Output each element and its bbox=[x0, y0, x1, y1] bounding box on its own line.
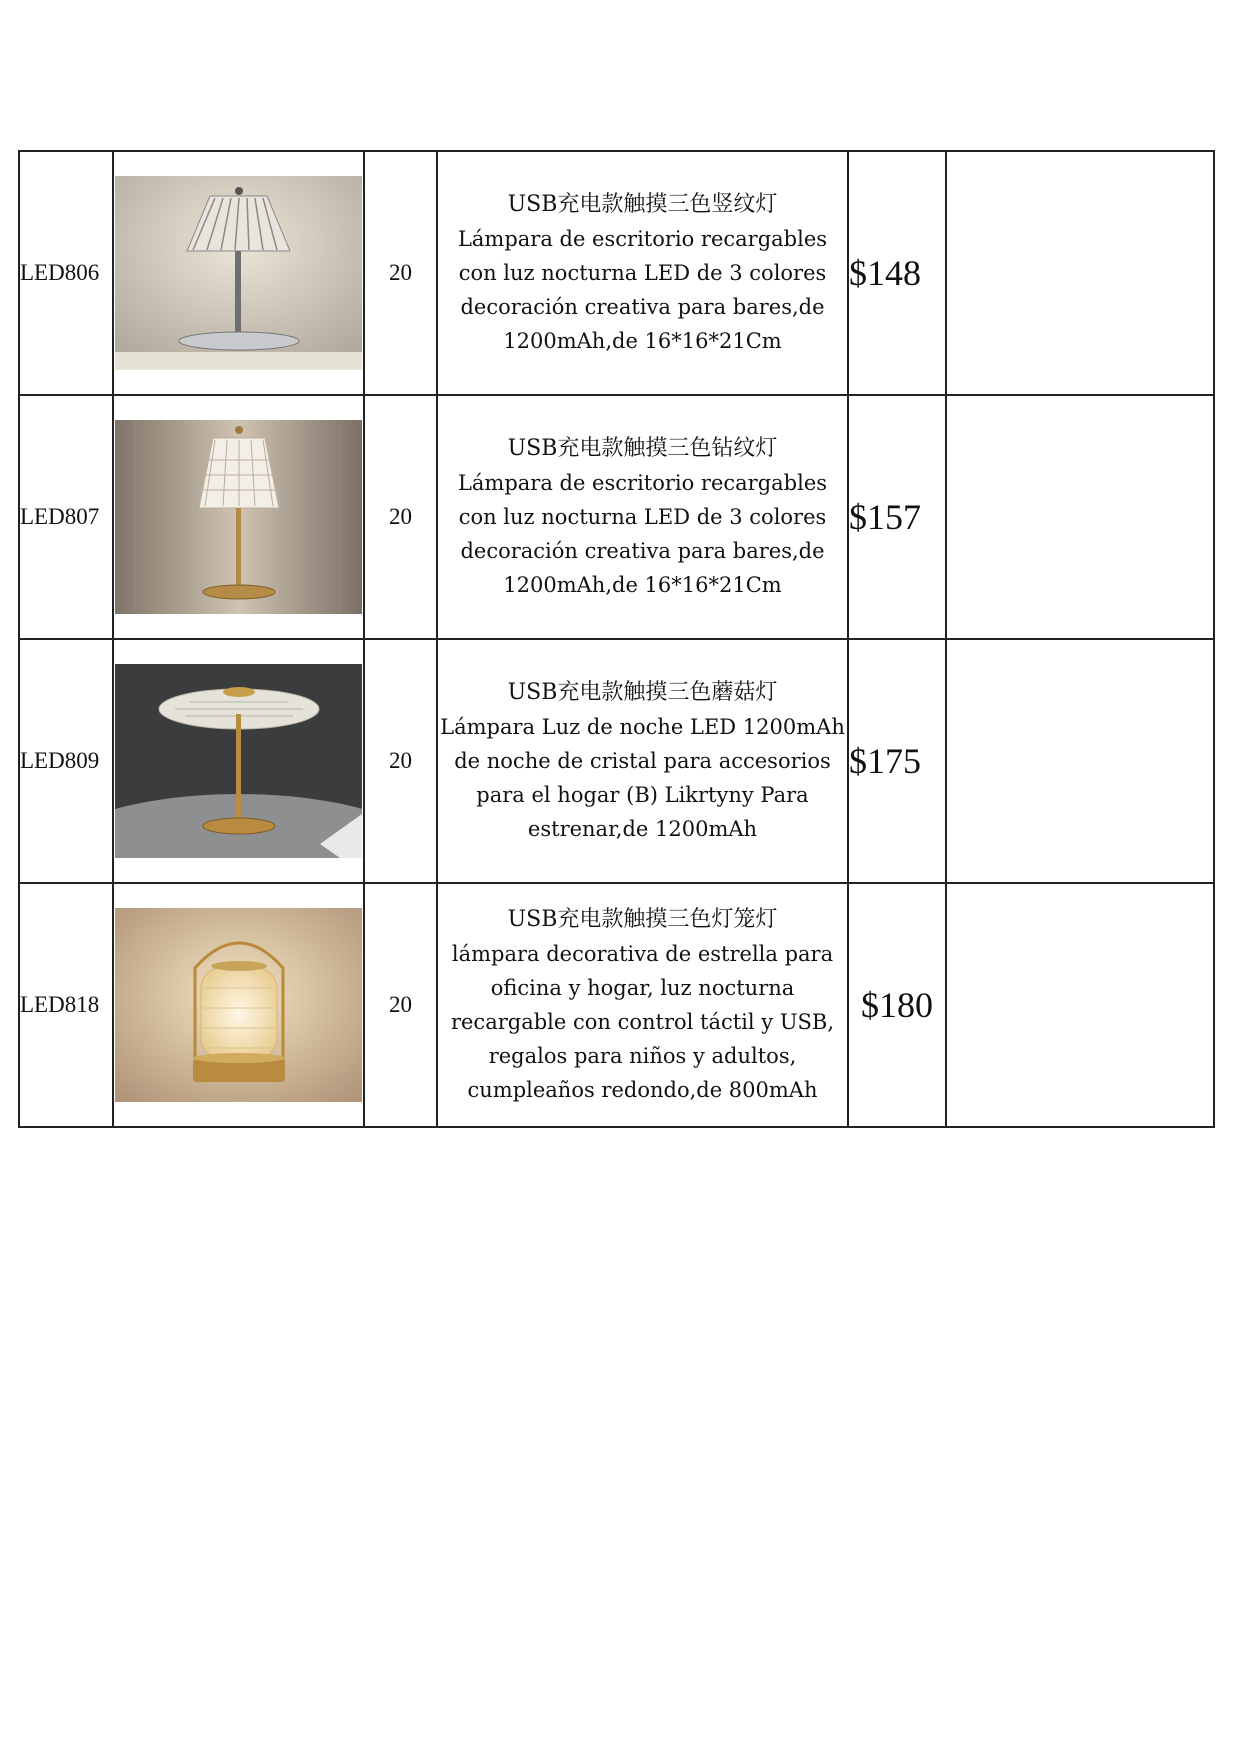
product-image-cell bbox=[113, 883, 364, 1127]
table-row bbox=[19, 639, 1214, 883]
note-cell bbox=[946, 639, 1214, 883]
product-description: Lámpara Luz de noche LED 1200mAh de noche de cristal para accesorios para el hogar (B) Likrtyny Para estrenar,de 1200mAh bbox=[440, 715, 845, 841]
quantity: 20 bbox=[364, 395, 437, 639]
price: $180 bbox=[848, 883, 946, 1127]
table-row bbox=[19, 395, 1214, 639]
lantern-table-lamp-photo bbox=[115, 908, 362, 1102]
product-code: LED809 bbox=[19, 639, 113, 883]
product-description: Lámpara de escritorio recargables con luz nocturna LED de 3 colores decoración creativa para bares,de 1200mAh,de 16*16*21Cm bbox=[457, 227, 828, 353]
quantity: 20 bbox=[364, 151, 437, 395]
product-title: USB充电款触摸三色钻纹灯 bbox=[507, 436, 778, 461]
product-image-cell bbox=[113, 639, 364, 883]
product-code: LED818 bbox=[19, 883, 113, 1127]
product-code: LED806 bbox=[19, 151, 113, 395]
mushroom-table-lamp-photo bbox=[115, 664, 362, 858]
note-cell bbox=[946, 883, 1214, 1127]
striped-shade-table-lamp-photo bbox=[115, 176, 362, 370]
table-row bbox=[19, 151, 1214, 395]
description-cell bbox=[437, 639, 848, 883]
product-description: lámpara decorativa de estrella para oficina y hogar, luz nocturna recargable con control táctil y USB, regalos para niños y adultos, cumpleaños redondo,de 800mAh bbox=[450, 942, 835, 1102]
product-image-cell bbox=[113, 395, 364, 639]
product-title: USB充电款触摸三色蘑菇灯 bbox=[507, 680, 778, 705]
note-cell bbox=[946, 151, 1214, 395]
note-cell bbox=[946, 395, 1214, 639]
quantity: 20 bbox=[364, 883, 437, 1127]
product-description: Lámpara de escritorio recargables con luz nocturna LED de 3 colores decoración creativa para bares,de 1200mAh,de 16*16*21Cm bbox=[457, 471, 828, 597]
price: $175 bbox=[848, 639, 946, 883]
product-image-cell bbox=[113, 151, 364, 395]
price: $157 bbox=[848, 395, 946, 639]
description-cell bbox=[437, 151, 848, 395]
product-title: USB充电款触摸三色竖纹灯 bbox=[507, 192, 778, 217]
description-cell bbox=[437, 883, 848, 1127]
table-row bbox=[19, 883, 1214, 1127]
diamond-pattern-table-lamp-photo bbox=[115, 420, 362, 614]
product-code: LED807 bbox=[19, 395, 113, 639]
quantity: 20 bbox=[364, 639, 437, 883]
description-cell bbox=[437, 395, 848, 639]
product-title: USB充电款触摸三色灯笼灯 bbox=[507, 907, 778, 932]
price: $148 bbox=[848, 151, 946, 395]
product-table bbox=[18, 150, 1215, 1128]
